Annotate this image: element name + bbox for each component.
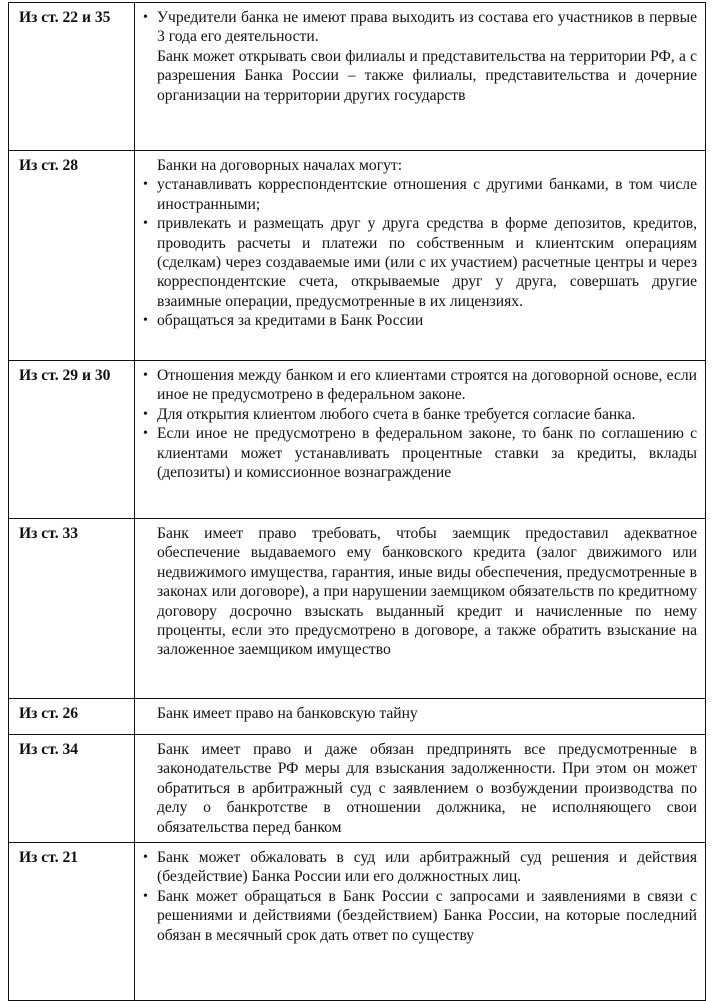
table-row [9,519,706,699]
table-row [9,699,706,735]
list-item [143,366,697,405]
paragraph: Банк имеет право и даже обязан предпринять все предусмотренные в законодательстве РФ меры для взыскания задолженности. При этом он может обратиться в арбитражный суд с заявлением о возбуждении производства по делу о банкротстве в отношении должника, не исполняющего свои обязательства перед банком [157,741,697,836]
article-content [135,699,706,735]
article-reference: Из ст. 26 [9,699,135,735]
bullet-icon: • [143,406,148,422]
list-item [143,8,697,47]
bullet-icon: • [143,368,148,383]
article-content [135,843,706,1001]
table-row [9,151,706,361]
bullet-icon: • [143,426,148,442]
list-item-text: устанавливать корреспондентские отношения с другими банками, в том числе иностранными; [157,176,697,213]
article-content [135,361,706,519]
bank-rights-table [8,2,706,1001]
table-row [9,361,706,519]
article-reference: Из ст. 28 [9,151,135,361]
paragraph: Банк имеет право требовать, чтобы заемщик предоставил адекватное обеспечение выдаваемого ему банковского кредита (залог движимого или недвижимого имущества, гарантия, иные виды обеспечения, предусмотренные в законах или договоре), а при нарушении заемщиком обязательств по кредитному договору досрочно взыскать выданный кредит и начисленные по нему проценты, если это предусмотрено в договоре, а также обратить взыскание на заложенное заемщиком имущество [157,525,697,659]
article-reference: Из ст. 21 [9,843,135,1001]
article-reference: Из ст. 29 и 30 [9,361,135,519]
list-item [143,175,697,214]
bullet-icon: • [143,10,148,25]
list-item-text: привлекать и размещать друг у друга средства в форме депозитов, кредитов, проводить расчеты и платежи по собственным и клиентским операциям (сделкам) через создаваемые ими (или с их участием) расчетные центры и через корреспондентские счета, открываемые друг у друга, совершать другие взаимные операции, предусмотренные в их лицензиях. [157,215,697,310]
list-item-text: Если иное не предусмотрено в федеральном законе, то банк по соглашению с клиентами может устанавливать процентные ставки за кредиты, вклады (депозиты) и комиссионное вознаграждение [157,425,697,482]
article-reference: Из ст. 22 и 35 [9,3,135,151]
table-row [9,735,706,843]
list-item-text: Учредители банка не имеют права выходить из состава его участников в первые 3 года его деятельности. [157,9,697,46]
article-content [135,735,706,843]
article-reference: Из ст. 34 [9,735,135,843]
table-row [9,3,706,151]
list-item [143,311,697,330]
bullet-icon: • [143,888,148,904]
list-item-text: Банк может обращаться в Банк России с запросами и заявлениями в связи с решениями и действиями (бездействием) Банка России, на которые последний обязан в месячный срок дать ответ по существу [157,887,697,944]
bullet-icon: • [143,313,148,329]
table-row [9,843,706,1001]
list-item-text: Для открытия клиентом любого счета в банке требуется согласие банка. [157,405,636,423]
bullet-icon: • [143,850,148,865]
list-item-text: обращаться за кредитами в Банк России [157,312,424,330]
list-item [143,887,697,945]
bullet-icon: • [143,216,148,232]
list-item-text: Банк может обжаловать в суд или арбитражный суд решения и действия (бездействие) Банка России или его должностных лиц. [157,849,697,886]
list-item-text: Отношения между банком и его клиентами строятся на договорной основе, если иное не предусмотрено в федеральном законе. [157,367,697,404]
list-intro: Банки на договорных началах могут: [157,157,403,174]
list-item [143,214,697,311]
list-item [143,405,697,424]
list-item [143,424,697,482]
article-content [135,3,706,151]
list-item [143,848,697,887]
article-reference: Из ст. 33 [9,519,135,699]
article-content [135,519,706,699]
paragraph: Банк может открывать свои филиалы и представительства на территории РФ, а с разрешения Банка России – также филиалы, представительства и дочерние организации на территории других государств [157,47,697,104]
bullet-icon: • [143,177,148,193]
article-content [135,151,706,361]
paragraph: Банк имеет право на банковскую тайну [157,705,418,722]
